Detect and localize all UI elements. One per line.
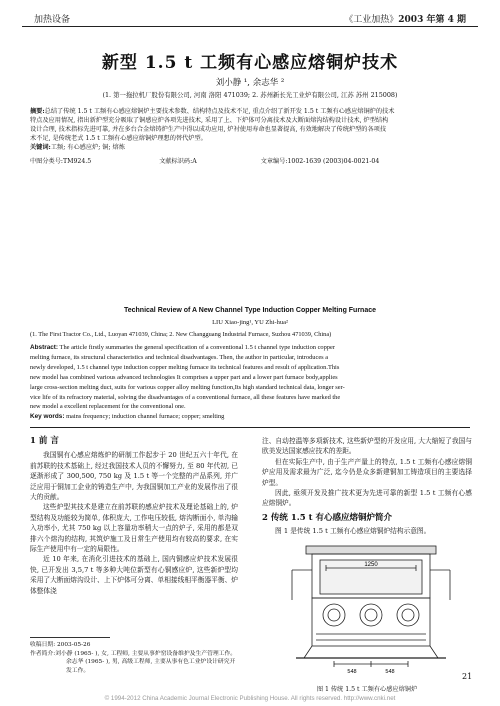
paragraph: 近 10 年来, 在消化引进技术的基础上, 国内铜感应炉技术发展很快, 已开发出 3,5,7 t 等多种大吨位新型有心铜感应炉, 这些新炉型均采用了大断面熔沟设计、上下炉体可分离、单相接线相平衡器平衡、炉体整体浇 xyxy=(30,555,238,595)
inductor-coil xyxy=(323,604,345,626)
paper-title: 新型 1.5 t 工频有心感应熔铜炉技术 xyxy=(101,53,399,73)
inductor-coil xyxy=(397,604,419,626)
classification: 中图分类号:TM924.5 文献标识码:A 文章编号:1002-1639 (2003)04-0021-04 xyxy=(30,158,380,165)
dim-label: 548 xyxy=(347,669,357,675)
furnace-diagram xyxy=(286,540,456,682)
furnace-top xyxy=(306,546,436,554)
paragraph: 因此, 亟须开发及推广技术更为先进可靠的新型 1.5 t 工频有心感应熔铜炉。 xyxy=(262,489,472,508)
abstract-cn-label: 摘要: xyxy=(30,108,45,115)
paragraph: 注、自动控温等多项新技术, 这些新炉型的开发应用, 大大缩短了我国与欧美发达国家感应技术的差距。 xyxy=(262,437,472,456)
keywords-cn: 关键词:工频; 有心感应炉; 铜; 熔炼 xyxy=(30,144,125,151)
paragraph: 图 1 是传统 1.5 t 工频有心感应熔铜炉结构示意图。 xyxy=(275,527,431,536)
abstract-cn: 摘要:总结了传统 1.5 t 工频有心感应熔铜炉主要技术参数、结构特点及技术不足, 重点介绍了新开发 1.5 t 工频有心感应熔铜炉的技术 特点及应用情况, 指出新炉型充分吸取了铜感应炉各项先进技术, 采用了上、下炉体可分离技术及大断面熔沟结构设计技术, 炉型结构 设计合理, 技术指标先进可靠, 并在多台合金熔铸炉生产中得以成功应用, 炉衬使用寿命也显著提高, 有效地解决了传统炉型的各项技 术不足, 是传统老式 1.5 t 工频有心感应熔铜炉理想的替代炉型。 关键词:工频; 有心感应炉; 铜; 熔炼 xyxy=(30,107,472,152)
journal-issue: 《工业加热》2003 年第 4 期 xyxy=(344,15,466,25)
left-column xyxy=(30,436,238,596)
english-affiliations: (1. The First Tractor Co., Ltd., Luoyan 471039, China; 2. New Changguang Industrial Furnace, Suzhou 471039, China) xyxy=(30,331,332,338)
dim-label: 548 xyxy=(385,669,395,675)
footnote-rule xyxy=(30,637,110,638)
abstract-en: Abstract: The article firstly summaries the general specification of a conventional 1.5 t channel type induction copper melting furnace, its structural characteristics and technical disadvantages. Then, the author in particular, introduces a newly developed, 1.5 t channel type induction copper melting furnace its technical features and result of application.This new model has combined various advanced technologies It comprises a upper part and a lower part furnace body,applies large cross-section melting duct, suits for various copper alloy melting function,Its high standard technical data, longer ser- vice life of its refractory material, solving the disadvantages of a conventional furnace, all these features have marked the new model a excellent replacement for the conventional one. Key words: mains frequency; induction channel furnace; copper; smelting xyxy=(30,343,470,422)
header-rule xyxy=(22,26,478,27)
abstract-rule xyxy=(30,427,470,428)
paragraph: 但在实际生产中, 由于生产产量上的特点, 1.5 t 工频有心感应熔铜炉应用及需求最为广泛, 迄今仍是众多新建铜加工铸造项目的主要选择炉型。 xyxy=(262,457,472,487)
copyright-footer: © 1994-2012 China Academic Journal Electronic Publishing House. All rights reserved. http://www.cnki.net xyxy=(104,695,396,702)
inductor-coil xyxy=(360,604,382,626)
dim-label: 1250 xyxy=(364,562,378,568)
affiliations: (1. 第一拖拉机厂股份有限公司, 河南 洛阳 471039; 2. 苏州新长光工业炉有限公司, 江苏 苏州 215008) xyxy=(102,91,398,99)
section-1-heading: 1 前 言 xyxy=(30,436,59,446)
figure-caption: 图 1 传统 1.5 t 工频有心感应熔铜炉 xyxy=(316,686,418,693)
page-number: 21 xyxy=(462,672,473,681)
footnote: 收稿日期: 2003-05-26 作者简介:刘小静 (1965- ), 女, 工程师, 主要从事炉窑设备维护及生产管理工作。 余志华 (1965- ), 男, 高级工程师, 主要从事有色工业炉设计研究开发工作。 xyxy=(30,642,237,674)
right-column xyxy=(262,436,472,537)
english-authors: LIU Xiao-jing¹, YU Zhi-hua² xyxy=(212,319,288,326)
authors: 刘小静 ¹, 余志华 ² xyxy=(215,78,285,88)
paragraph: 这些炉型其技术是建立在前苏联的感应炉技术及理论基础上的, 炉型结构及功能较为简单, 体积庞大, 工作电压较低, 熔沟断面小, 单沟输入功率小, 尤其 750 kg 以上容量功率稍大一点的炉子, 采用的都是双排六个熔沟的结构, 其筑炉施工及日常生产使用均有较高的要求, 在实际生产使用中有一定的局限性。 xyxy=(30,503,238,554)
keywords-en: Key words: mains frequency; induction channel furnace; copper; smelting xyxy=(30,413,225,421)
section-2-heading: 2 传统 1.5 t 有心感应熔铜炉简介 xyxy=(262,512,392,523)
english-title: Technical Review of A New Channel Type Induction Copper Melting Furnace xyxy=(123,307,377,314)
journal-section: 加热设备 xyxy=(34,15,71,25)
paragraph: 我国铜有心感应熔炼炉的研制工作起步于 20 世纪五六十年代, 在前苏联的技术基础上, 经过我国技术人员的不懈努力, 至 80 年代初, 已逐渐形成了 300,500, 750 kg 及 1.5 t 等一个完整的产品系列, 并广泛应用于铜加工企业的铸造生产中, 为我国铜加工产业的发展作出了很大的贡献。 xyxy=(30,451,238,502)
